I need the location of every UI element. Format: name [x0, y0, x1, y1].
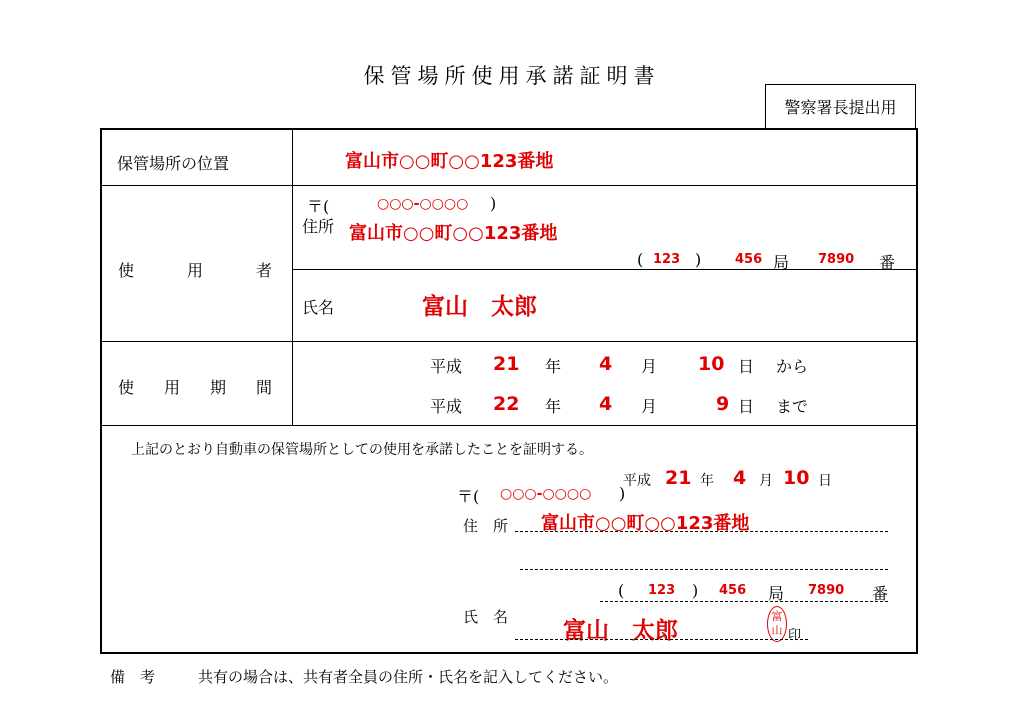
period-from-nen: 年: [545, 357, 562, 376]
user-name-label: 氏名: [302, 298, 335, 317]
period-from-month: 4: [599, 353, 613, 375]
cert-date-month: 4: [733, 467, 747, 489]
location-value: 富山市○○町○○123番地: [345, 151, 554, 172]
period-to-hi: 日: [738, 397, 755, 416]
cert-address-label: 住 所: [463, 517, 509, 535]
user-label-char: 者: [255, 261, 272, 280]
cert-phone-open: (: [618, 581, 625, 600]
cert-postal-suffix: ): [619, 484, 626, 503]
user-phone-open: (: [637, 250, 644, 269]
cert-phone-area: 123: [648, 583, 676, 598]
period-from-day: 10: [698, 353, 725, 375]
period-from-year: 21: [493, 353, 520, 375]
cert-phone-number: 7890: [808, 583, 845, 598]
period-label-char: 使: [118, 378, 135, 397]
cert-date-hi: 日: [818, 473, 832, 489]
column-divider: [292, 128, 293, 425]
submit-to-box: 警察署長提出用: [765, 84, 916, 128]
cert-date-era: 平成: [623, 473, 651, 489]
period-from-suffix: から: [776, 357, 809, 376]
user-label: [118, 258, 272, 281]
period-to-era: 平成: [430, 397, 463, 416]
period-to-year: 22: [493, 393, 520, 415]
row-divider: [100, 185, 918, 186]
cert-date-tsuki: 月: [759, 473, 773, 489]
cert-address-value: 富山市○○町○○123番地: [541, 513, 750, 534]
user-label-char: 使: [118, 261, 135, 280]
period-to-month: 4: [599, 393, 613, 415]
period-to-day: 9: [716, 393, 730, 415]
period-label-char: 間: [255, 378, 272, 397]
cert-date-day: 10: [783, 467, 810, 489]
user-label-char: 用: [186, 261, 203, 280]
period-label-char: 用: [163, 378, 180, 397]
remarks-label: 備 考: [110, 668, 156, 686]
user-name-value: 富山 太郎: [422, 294, 537, 320]
location-label: 保管場所の位置: [117, 154, 230, 173]
cert-date-year: 21: [665, 467, 692, 489]
address-dotted-line: [515, 531, 888, 532]
period-from-hi: 日: [738, 357, 755, 376]
certification-statement: 上記のとおり自動車の保管場所としての使用を承諾したことを証明する。: [131, 442, 593, 458]
period-label: [118, 375, 272, 398]
period-to-nen: 年: [545, 397, 562, 416]
row-divider: [293, 269, 918, 270]
user-postal-value: ○○○-○○○○: [377, 196, 469, 212]
cert-name-value: 富山 太郎: [563, 618, 678, 644]
cert-postal-prefix: 〒(: [457, 487, 480, 506]
address-dotted-line-2: [520, 569, 888, 570]
cert-phone-kyoku: 局: [768, 584, 785, 603]
user-address-label: 住所: [302, 217, 335, 236]
cert-postal-value: ○○○-○○○○: [500, 486, 592, 502]
user-phone-ban: 番: [879, 253, 896, 272]
user-phone-exchange: 456: [735, 252, 763, 267]
seal-mark: 印: [788, 628, 802, 643]
user-postal-prefix: 〒(: [307, 197, 330, 216]
period-from-tsuki: 月: [641, 357, 658, 376]
cert-phone-exchange: 456: [719, 583, 747, 598]
user-phone-kyoku: 局: [773, 253, 790, 272]
user-address-value: 富山市○○町○○123番地: [349, 223, 558, 244]
cert-date-nen: 年: [700, 473, 714, 489]
user-phone-close: ): [695, 250, 702, 269]
user-phone-area: 123: [653, 252, 681, 267]
period-to-tsuki: 月: [641, 397, 658, 416]
period-from-era: 平成: [430, 357, 463, 376]
document-title: 保管場所使用承諾証明書: [363, 64, 661, 88]
name-dotted-line: [515, 639, 808, 640]
row-divider: [100, 425, 918, 426]
user-postal-suffix: ): [490, 194, 497, 213]
row-divider: [100, 341, 918, 342]
cert-phone-close: ): [692, 581, 699, 600]
phone-dotted-line: [600, 601, 888, 602]
remarks-text: 共有の場合は、共有者全員の住所・氏名を記入してください。: [198, 668, 619, 686]
period-label-char: 期: [209, 378, 226, 397]
period-to-suffix: まで: [776, 397, 809, 416]
name-seal-stamp: 富山: [767, 606, 787, 642]
cert-phone-ban: 番: [872, 584, 889, 603]
user-phone-number: 7890: [818, 252, 855, 267]
cert-name-label: 氏 名: [463, 608, 509, 626]
